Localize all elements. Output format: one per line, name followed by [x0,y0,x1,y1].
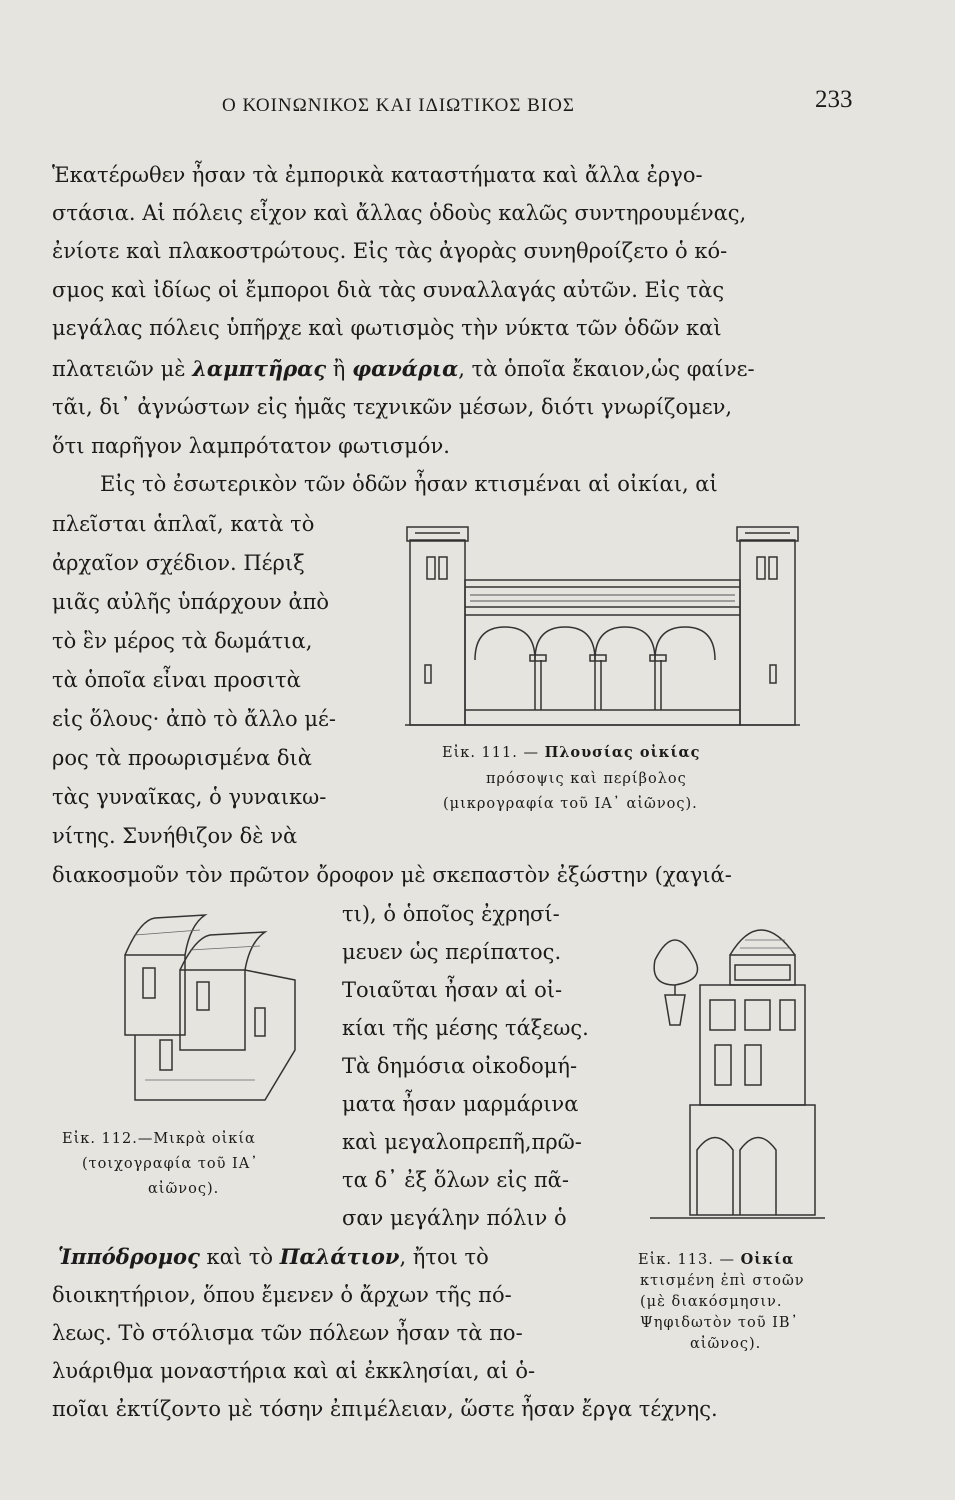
emphasis-term: φανάρια [352,356,459,381]
text-line: τα δ᾽ ἐξ ὅλων εἰς πᾶ- [342,1168,569,1192]
emphasis-term: λαμπτῆρας [192,356,327,381]
text-line: κίαι τῆς μέσης τάξεως. [342,1016,589,1040]
figure-113-caption-line2: κτισμένη ἐπὶ στοῶν [640,1273,805,1289]
figure-113-caption-line5: αἰῶνος). [690,1336,762,1352]
figure-number: Εἰκ. 113. — [638,1252,735,1268]
text-line: λυάριθμα μοναστήρια καὶ αἱ ἐκκλησίαι, αἱ ὁ- [52,1359,536,1383]
emphasis-term: Παλάτιον [279,1244,400,1269]
figure-113-caption-line4: Ψηφιδωτὸν τοῦ ΙΒ᾽ [640,1315,799,1331]
figure-number: Εἰκ. 111. — [442,745,539,761]
house-on-arcades-illustration [635,900,835,1240]
text-line: λεως. Τὸ στόλισμα τῶν πόλεων ἦσαν τὰ πο- [52,1321,523,1345]
text-span: , ἤτοι τὸ [399,1245,489,1269]
figure-113-caption-line3: (μὲ διακόσμησιν. [640,1294,783,1310]
figure-111-caption-line1 [442,746,700,761]
text-line: τὸ ἓν μέρος τὰ δωμάτια, [52,629,313,653]
small-house-illustration [95,900,325,1130]
house-facade-illustration [405,515,835,735]
text-line: τᾶι, δι᾽ ἀγνώστων εἰς ἡμᾶς τεχνικῶν μέσων, διότι γνωρίζομεν, [52,395,733,419]
text-line: Εἰς τὸ ἐσωτερικὸν τῶν ὁδῶν ἦσαν κτισμέναι αἱ οἰκίαι, αἱ [100,472,718,496]
text-line: μευεν ὡς περίπατος. [342,940,562,964]
text-line: πλεῖσται ἁπλαῖ, κατὰ τὸ [52,512,315,536]
text-line: Τοιαῦται ἦσαν αἱ οἰ- [342,978,563,1002]
text-line: μεγάλας πόλεις ὑπῆρχε καὶ φωτισμὸς τὴν νύκτα τῶν ὁδῶν καὶ [52,316,722,340]
text-line: διακοσμοῦν τὸν πρῶτον ὄροφον μὲ σκεπαστὸν ἐξώστην (χαγιά- [52,863,732,887]
text-line: νίτης. Συνήθιζον δὲ νὰ [52,824,298,848]
text-line: ματα ἦσαν μαρμάρινα [342,1092,579,1116]
text-line: εἰς ὅλους· ἀπὸ τὸ ἄλλο μέ- [52,707,337,731]
text-line: Τὰ δημόσια οἰκοδομή- [342,1054,578,1078]
figure-112-small-house [95,900,325,1130]
figure-title: Πλουσίας οἰκίας [544,744,701,761]
text-line: σμος καὶ ἰδίως οἱ ἔμποροι διὰ τὰς συναλλαγάς αὐτῶν. Εἰς τὰς [52,278,725,302]
figure-title: Οἰκία [740,1251,795,1268]
text-line: σαν μεγάλην πόλιν ὁ [342,1206,567,1230]
text-line: στάσια. Αἱ πόλεις εἶχον καὶ ἄλλας ὁδοὺς καλῶς συντηρουμένας, [52,201,747,225]
text-line: ὅτι παρῆγον λαμπρότατον φωτισμόν. [52,434,450,458]
text-line: μιᾶς αὐλῆς ὑπάρχουν ἀπὸ [52,590,330,614]
figure-111-caption-line3: (μικρογραφία τοῦ ΙΑ᾽ αἰῶνος). [443,796,698,812]
figure-112-caption-line2: (τοιχογραφία τοῦ ΙΑ᾽ [82,1156,259,1172]
text-line: διοικητήριον, ὅπου ἔμενεν ὁ ἄρχων τῆς πό- [52,1283,512,1307]
text-line-with-emphasis [52,358,755,380]
text-span: καὶ τὸ [199,1245,280,1269]
text-line: τὰ ὁποῖα εἶναι προσιτὰ [52,668,301,692]
text-line: ἀρχαῖον σχέδιον. Πέριξ [52,551,305,575]
figure-112-caption-line3: αἰῶνος). [148,1181,220,1197]
text-line: ρος τὰ προωρισμένα διὰ [52,746,312,770]
figure-113-house-on-arcades [635,900,835,1240]
text-line: ποῖαι ἐκτίζοντο μὲ τόσην ἐπιμέλειαν, ὥστε ἦσαν ἔργα τέχνης. [52,1397,718,1421]
running-header: Ο ΚΟΙΝΩΝΙΚΟΣ ΚΑΙ ΙΔΙΩΤΙΚΟΣ ΒΙΟΣ [222,95,575,116]
text-line-with-emphasis [58,1246,489,1268]
emphasis-term: Ἱππόδρομος [58,1244,200,1269]
figure-113-caption-line1 [638,1253,794,1268]
text-line: τὰς γυναῖκας, ὁ γυναικω- [52,785,327,809]
page-number: 233 [815,86,853,113]
text-line: καὶ μεγαλοπρεπῆ,πρῶ- [342,1130,582,1154]
text-line: τι), ὁ ὁποῖος ἐχρησί- [342,902,560,926]
figure-111-house-facade [405,515,835,735]
text-span: πλατειῶν μὲ [52,357,193,381]
figure-112-caption-line1: Εἰκ. 112.—Μικρὰ οἰκία [62,1131,256,1147]
text-span: ἢ [326,357,353,381]
text-line: ἐνίοτε καὶ πλακοστρώτους. Εἰς τὰς ἀγορὰς συνηθροίζετο ὁ κό- [52,239,728,263]
figure-111-caption-line2: πρόσοψις καὶ περίβολος [486,771,687,787]
text-line: Ἑκατέρωθεν ἦσαν τὰ ἐμπορικὰ καταστήματα καὶ ἄλλα ἐργο- [52,163,703,187]
text-span: , τὰ ὁποῖα ἔκαιον,ὡς φαίνε- [458,357,755,381]
